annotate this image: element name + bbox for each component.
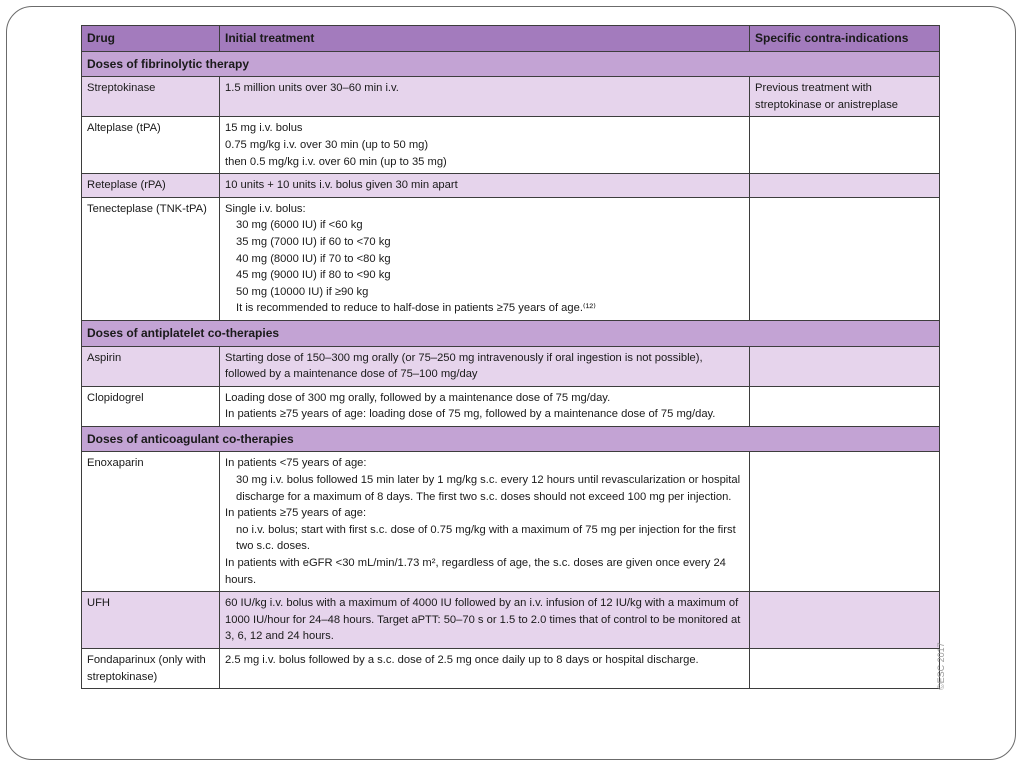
table-row bbox=[82, 174, 940, 198]
contra-indication-cell bbox=[750, 592, 940, 649]
treatment-line: 30 mg i.v. bolus followed 15 min later by 1 mg/kg s.c. every 12 hours until revascularization or hospital discharge for a maximum of 8 days. The first two s.c. doses should not exceed 100 mg per injection. bbox=[236, 474, 741, 503]
treatment-line: 0.75 mg/kg i.v. over 30 min (up to 50 mg) bbox=[225, 138, 429, 151]
drug-cell: Alteplase (tPA) bbox=[82, 117, 220, 174]
treatment-line: 30 mg (6000 IU) if <60 kg bbox=[236, 219, 363, 232]
treatment-line: Loading dose of 300 mg orally, followed by a maintenance dose of 75 mg/day. bbox=[225, 391, 611, 404]
treatment-cell bbox=[220, 592, 750, 649]
drug-cell: Streptokinase bbox=[82, 77, 220, 117]
copyright-watermark: ©ESC 2017 bbox=[936, 642, 946, 690]
contra-indication-cell bbox=[750, 452, 940, 592]
header-drug: Drug bbox=[82, 26, 220, 52]
treatment-line: no i.v. bolus; start with first s.c. dose of 0.75 mg/kg with a maximum of 75 mg per injection for the first two s.c. doses. bbox=[236, 523, 736, 553]
table-row bbox=[82, 649, 940, 689]
table-row bbox=[82, 77, 940, 117]
table-body bbox=[82, 51, 940, 689]
treatment-line: 1.5 million units over 30–60 min i.v. bbox=[225, 82, 399, 95]
treatment-line: then 0.5 mg/kg i.v. over 60 min (up to 35 mg) bbox=[225, 155, 447, 168]
treatment-line: 40 mg (8000 IU) if 70 to <80 kg bbox=[236, 252, 391, 265]
treatment-line: Single i.v. bolus: bbox=[225, 202, 306, 215]
treatment-line: In patients ≥75 years of age: loading dose of 75 mg, followed by a maintenance dose of 75 mg/day. bbox=[225, 408, 716, 421]
treatment-cell bbox=[220, 649, 750, 689]
treatment-cell bbox=[220, 386, 750, 426]
treatment-line: In patients ≥75 years of age: bbox=[225, 507, 367, 520]
drug-cell: Tenecteplase (TNK-tPA) bbox=[82, 197, 220, 320]
treatment-cell bbox=[220, 452, 750, 592]
drug-cell: Reteplase (rPA) bbox=[82, 174, 220, 198]
drug-cell: UFH bbox=[82, 592, 220, 649]
dosing-table bbox=[81, 25, 940, 689]
header-initial-treatment: Initial treatment bbox=[220, 26, 750, 52]
treatment-cell bbox=[220, 197, 750, 320]
dosing-table-container bbox=[81, 25, 939, 689]
table-row bbox=[82, 117, 940, 174]
treatment-line: 15 mg i.v. bolus bbox=[225, 122, 303, 135]
contra-indication-cell bbox=[750, 649, 940, 689]
section-row bbox=[82, 51, 940, 77]
section-row bbox=[82, 320, 940, 346]
drug-cell: Clopidogrel bbox=[82, 386, 220, 426]
contra-indication-cell bbox=[750, 117, 940, 174]
table-header-row bbox=[82, 26, 940, 52]
section-title: Doses of anticoagulant co-therapies bbox=[82, 426, 940, 452]
treatment-line: 35 mg (7000 IU) if 60 to <70 kg bbox=[236, 235, 391, 248]
treatment-cell bbox=[220, 117, 750, 174]
treatment-line: It is recommended to reduce to half-dose in patients ≥75 years of age.⁽¹²⁾ bbox=[236, 302, 596, 315]
table-row bbox=[82, 452, 940, 592]
treatment-line: 50 mg (10000 IU) if ≥90 kg bbox=[236, 285, 369, 298]
treatment-line: 10 units + 10 units i.v. bolus given 30 min apart bbox=[225, 179, 458, 192]
treatment-line: 60 IU/kg i.v. bolus with a maximum of 4000 IU followed by an i.v. infusion of 12 IU/kg with a maximum of 1000 IU/hour for 24–48 hours. Target aPTT: 50–70 s or 1.5 to 2.0 times that of control to be monitored at 3, 6, 12 and 24 hours. bbox=[225, 597, 741, 643]
contra-indication-cell: Previous treatment with streptokinase or anistreplase bbox=[750, 77, 940, 117]
contra-indication-cell bbox=[750, 386, 940, 426]
treatment-cell bbox=[220, 174, 750, 198]
drug-cell: Aspirin bbox=[82, 346, 220, 386]
header-contra-indications: Specific contra-indications bbox=[750, 26, 940, 52]
treatment-line: 2.5 mg i.v. bolus followed by a s.c. dose of 2.5 mg once daily up to 8 days or hospital discharge. bbox=[225, 654, 699, 666]
treatment-cell bbox=[220, 346, 750, 386]
treatment-cell bbox=[220, 77, 750, 117]
table-row bbox=[82, 386, 940, 426]
treatment-line: In patients <75 years of age: bbox=[225, 457, 367, 470]
contra-indication-cell bbox=[750, 197, 940, 320]
section-title: Doses of fibrinolytic therapy bbox=[82, 51, 940, 77]
drug-cell: Fondaparinux (only with streptokinase) bbox=[82, 649, 220, 689]
section-title: Doses of antiplatelet co-therapies bbox=[82, 320, 940, 346]
table-row bbox=[82, 346, 940, 386]
table-row bbox=[82, 592, 940, 649]
treatment-line: Starting dose of 150–300 mg orally (or 75–250 mg intravenously if oral ingestion is not possible), followed by a maintenance dose of 75–100 mg/day bbox=[225, 351, 703, 381]
table-row bbox=[82, 197, 940, 320]
section-row bbox=[82, 426, 940, 452]
contra-indication-cell bbox=[750, 346, 940, 386]
treatment-line: In patients with eGFR <30 mL/min/1.73 m², regardless of age, the s.c. doses are given once every 24 hours. bbox=[225, 557, 726, 586]
contra-indication-cell bbox=[750, 174, 940, 198]
drug-cell: Enoxaparin bbox=[82, 452, 220, 592]
treatment-line: 45 mg (9000 IU) if 80 to <90 kg bbox=[236, 269, 391, 282]
